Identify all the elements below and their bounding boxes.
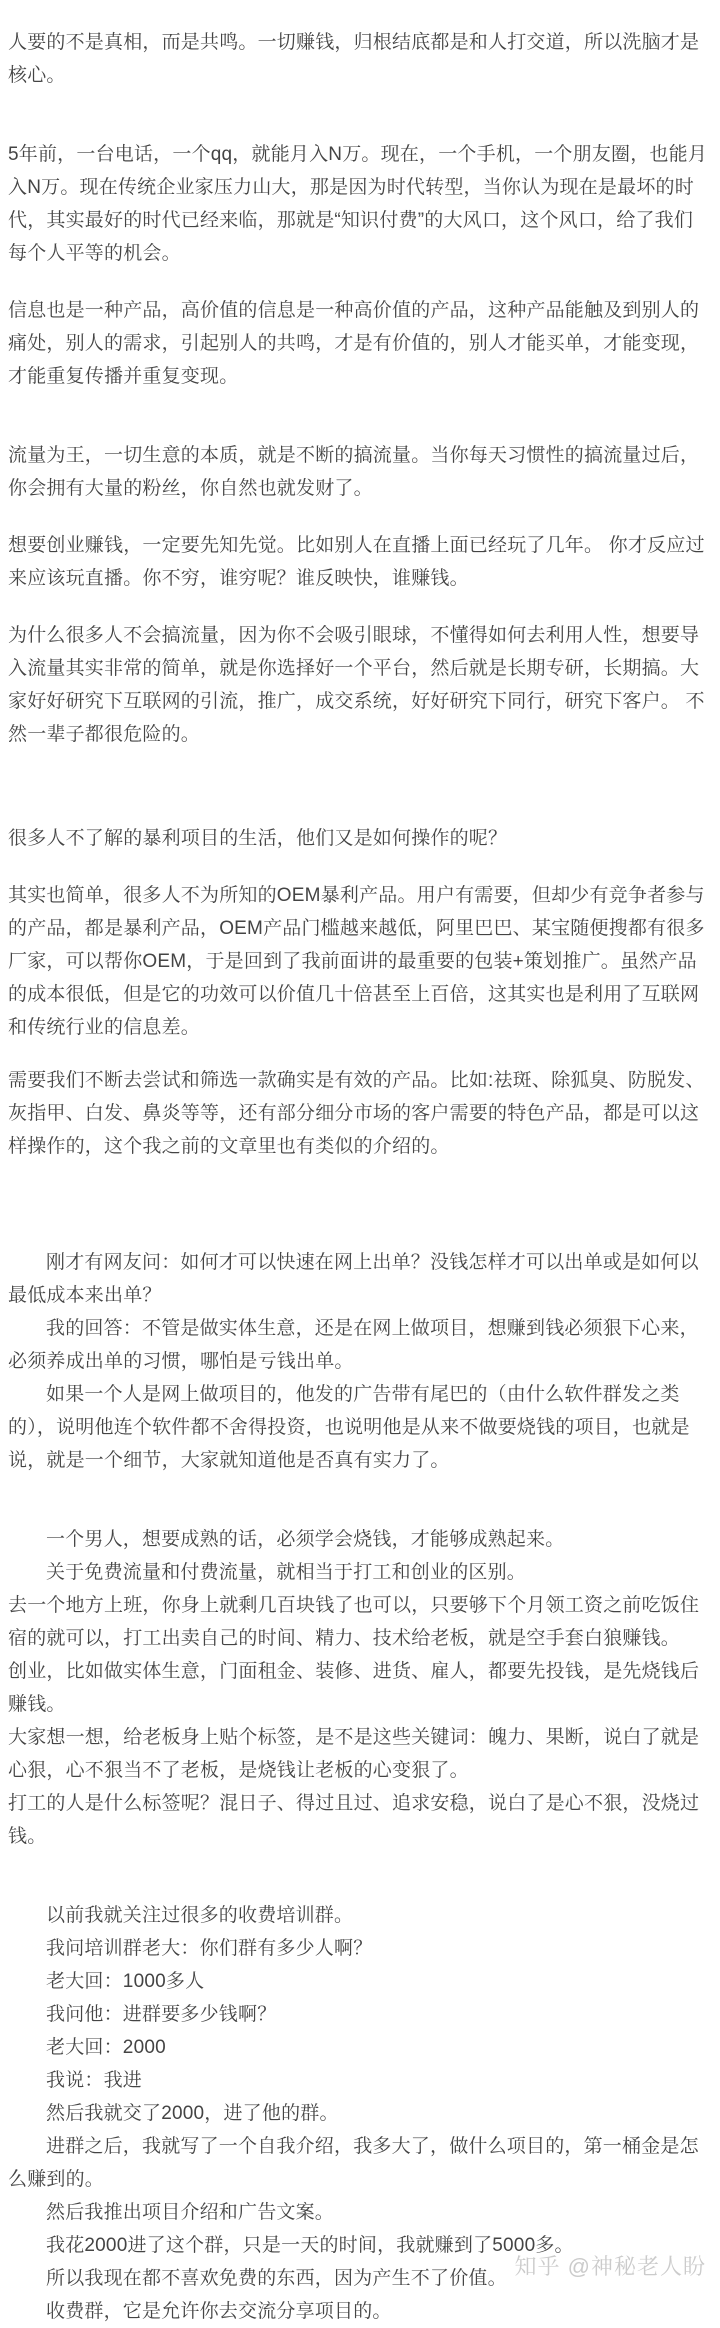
- paragraph: 老大回：1000多人: [46, 1971, 205, 1992]
- paragraph: 去一个地方上班，你身上就剩几百块钱了也可以，只要够下个月领工资之前吃饭住宿的就可以，打工出卖自己的时间、精力、技术给老板，就是空手套白狼赚钱。: [8, 1595, 700, 1649]
- paragraph: 我问培训群老大：你们群有多少人啊？: [46, 1938, 373, 1959]
- paragraph: 打工的人是什么标签呢？混日子、得过且过、追求安稳，说白了是心不狠，没烧过钱。: [8, 1793, 700, 1847]
- paragraph: 人要的不是真相，而是共鸣。一切赚钱，归根结底都是和人打交道，所以洗脑才是核心。: [8, 32, 700, 86]
- paragraph: 刚才有网友问：如何才可以快速在网上出单？没钱怎样才可以出单或是如何以最低成本来出单？: [8, 1252, 699, 1306]
- paragraph: 然后我就交了2000，进了他的群。: [46, 2103, 339, 2124]
- paragraph: 创业，比如做实体生意，门面租金、装修、进货、雇人，都要先投钱，是先烧钱后赚钱。: [8, 1661, 700, 1715]
- paragraph: 想要创业赚钱，一定要先知先觉。比如别人在直播上面已经玩了几年。 你才反应过 来应该玩直播。你不穷，谁穷呢？谁反映快，谁赚钱。: [8, 535, 705, 589]
- paragraph: 为什么很多人不会搞流量，因为你不会吸引眼球，不懂得如何去利用人性，想要导入流量其实非常的简单，就是你选择好一个平台，然后就是长期专研，长期搞。大家好好研究下互联网的引流，推广，成交系统，好好研究下同行，研究下客户。 不然一辈子都很危险的。: [8, 625, 705, 745]
- paragraph: 5年前，一台电话，一个qq，就能月入N万。现在，一个手机，一个朋友圈，也能月入N万。现在传统企业家压力山大，那是因为时代转型，当你认为现在是最坏的时代，其实最好的时代已经来临，那就是“知识付费”的大风口，这个风口，给了我们每个人平等的机会。: [8, 144, 708, 264]
- paragraph: 我的回答：不管是做实体生意，还是在网上做项目，想赚到钱必须狠下心来，必须养成出单的习惯，哪怕是亏钱出单。: [8, 1318, 699, 1372]
- paragraph: 以前我就关注过很多的收费培训群。: [46, 1905, 354, 1926]
- article-body: [8, 26, 710, 2328]
- paragraph: 其实也简单，很多人不为所知的OEM暴利产品。用户有需要，但却少有竞争者参与的产品，都是暴利产品，OEM产品门槛越来越低，阿里巴巴、某宝随便搜都有很多厂家，可以帮你OEM，于是回到了我前面讲的最重要的包装+策划推广。虽然产品的成本很低，但是它的功效可以价值几十倍甚至上百倍，这其实也是利用了互联网和传统行业的信息差。: [8, 885, 705, 1038]
- paragraph: 我问他：进群要多少钱啊？: [46, 2004, 277, 2025]
- paragraph: 然后我推出项目介绍和广告文案。: [46, 2202, 335, 2223]
- paragraph: 流量为王，一切生意的本质，就是不断的搞流量。当你每天习惯性的搞流量过后，你会拥有大量的粉丝，你自然也就发财了。: [8, 445, 700, 499]
- paragraph: 需要我们不断去尝试和筛选一款确实是有效的产品。比如:祛斑、除狐臭、防脱发、灰指甲、白发、鼻炎等等，还有部分细分市场的客户需要的特色产品，都是可以这样操作的，这个我之前的文章里也有类似的介绍的。: [8, 1070, 705, 1157]
- paragraph: 一个男人，想要成熟的话，必须学会烧钱，才能够成熟起来。: [46, 1529, 565, 1550]
- paragraph: 收费群，它是允许你去交流分享项目的。: [46, 2301, 392, 2322]
- zhihu-watermark: 知乎 @神秘老人盼: [514, 2254, 706, 2279]
- paragraph: 关于免费流量和付费流量，就相当于打工和创业的区别。: [46, 1562, 527, 1583]
- paragraph: 如果一个人是网上做项目的，他发的广告带有尾巴的（由什么软件群发之类的），说明他连个软件都不舍得投资，也说明他是从来不做要烧钱的项目，也就是说，就是一个细节，大家就知道他是否真有实力了。: [8, 1384, 690, 1471]
- paragraph: 我说：我进: [46, 2070, 143, 2091]
- paragraph: 我花2000进了这个群，只是一天的时间，我就赚到了5000多。: [46, 2235, 574, 2256]
- paragraph: 所以我现在都不喜欢免费的东西，因为产生不了价值。: [46, 2268, 507, 2289]
- paragraph: 老大回：2000: [46, 2037, 166, 2058]
- paragraph: 进群之后，我就写了一个自我介绍，我多大了，做什么项目的，第一桶金是怎么赚到的。: [8, 2136, 699, 2190]
- paragraph: 很多人不了解的暴利项目的生活，他们又是如何操作的呢？: [8, 828, 508, 849]
- paragraph: 大家想一想，给老板身上贴个标签，是不是这些关键词：魄力、果断，说白了就是心狠，心不狠当不了老板，是烧钱让老板的心变狠了。: [8, 1727, 700, 1781]
- paragraph: 信息也是一种产品，高价值的信息是一种高价值的产品，这种产品能触及到别人的痛处，别人的需求，引起别人的共鸣，才是有价值的，别人才能买单，才能变现，才能重复传播并重复变现。: [8, 300, 700, 387]
